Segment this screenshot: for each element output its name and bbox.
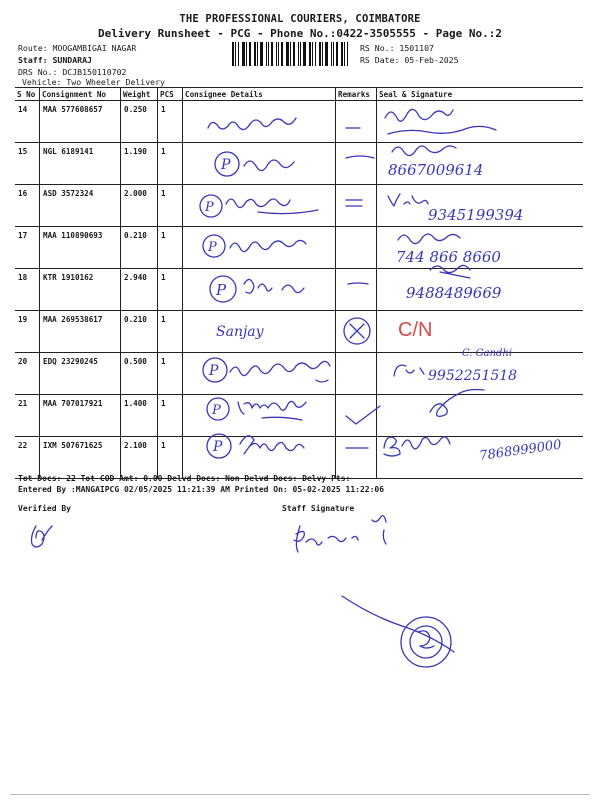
company-title: THE PROFESSIONAL COURIERS, COIMBATORE: [179, 13, 421, 25]
cell-consignee: [183, 101, 336, 143]
cell-pcs: 1: [158, 395, 183, 437]
cell-weight: 0.210: [121, 227, 158, 269]
barcode-bar: [266, 42, 267, 66]
barcode-bar: [341, 42, 343, 66]
phone-r22: 7868999000: [478, 437, 563, 464]
cell-consignee: [183, 353, 336, 395]
barcode-bar: [319, 42, 321, 66]
round-stamp-inner: [410, 626, 442, 658]
phone-r20: 9952251518: [428, 368, 518, 384]
cell-signature: [377, 185, 584, 227]
col-remarks: Remarks: [336, 88, 377, 101]
cell-remarks: [336, 227, 377, 269]
cell-remarks: [336, 185, 377, 227]
barcode-bar: [276, 42, 277, 66]
staff-signature-label: Staff Signature: [282, 504, 355, 513]
cell-consignment: MAA 707017921: [40, 395, 121, 437]
table-row: [15, 311, 583, 353]
cell-sno: 15: [15, 143, 40, 185]
stamp-p-letter: P: [216, 281, 227, 299]
cell-sno: 19: [15, 311, 40, 353]
barcode-bar: [268, 42, 269, 66]
col-consignee: Consignee Details: [183, 88, 336, 101]
verified-signature: [32, 526, 53, 547]
cell-signature: [377, 395, 584, 437]
barcode-bar: [257, 42, 258, 66]
barcode-bar: [260, 42, 263, 66]
cell-weight: 0.250: [121, 101, 158, 143]
barcode-bar: [271, 42, 273, 66]
stamp-p-letter: P: [221, 157, 231, 173]
cell-remarks: [336, 395, 377, 437]
cell-pcs: 1: [158, 101, 183, 143]
barcode-bar: [322, 42, 323, 66]
barcode-bar: [298, 42, 299, 66]
barcode-bar: [309, 42, 311, 66]
cell-remarks: [336, 143, 377, 185]
cell-remarks: [336, 311, 377, 353]
cell-pcs: 1: [158, 311, 183, 353]
barcode-bar: [242, 42, 245, 66]
col-weight: Weight: [121, 88, 158, 101]
cell-consignment: NGL 6189141: [40, 143, 121, 185]
barcode-bar: [235, 42, 236, 66]
cell-consignee: [183, 311, 336, 353]
cell-remarks: [336, 353, 377, 395]
barcode-bar: [347, 42, 348, 66]
cell-sno: 17: [15, 227, 40, 269]
rs-number: RS No.: 1501107: [360, 43, 434, 53]
cell-remarks: [336, 101, 377, 143]
cell-consignee: [183, 185, 336, 227]
route-label: Route: MOOGAMBIGAI NAGAR: [18, 43, 137, 53]
col-sno: S No: [15, 88, 40, 101]
col-consignment: Consignment No: [40, 88, 121, 101]
table-row: [15, 395, 583, 437]
cell-consignment: KTR 1910162: [40, 269, 121, 311]
barcode-bar: [286, 42, 289, 66]
cell-signature: [377, 227, 584, 269]
col-pcs: PCS: [158, 88, 183, 101]
barcode-bar: [303, 42, 306, 66]
name-r19: Sanjay: [216, 324, 264, 340]
stamp-p-letter: P: [205, 200, 214, 215]
stamp-p-letter: P: [208, 240, 217, 255]
cell-weight: 0.210: [121, 311, 158, 353]
cell-consignee: [183, 269, 336, 311]
cell-remarks: [336, 437, 377, 479]
barcode-bar: [278, 42, 279, 66]
cell-signature: [377, 311, 584, 353]
table-row: [15, 101, 583, 143]
cell-consignment: MAA 577608657: [40, 101, 121, 143]
cell-consignee: [183, 143, 336, 185]
barcode-bar: [232, 42, 234, 66]
cell-signature: [377, 269, 584, 311]
cell-consignment: MAA 110890693: [40, 227, 121, 269]
barcode-bar: [300, 42, 301, 66]
cell-consignment: ASD 3572324: [40, 185, 121, 227]
cell-signature: [377, 437, 584, 479]
cell-sno: 14: [15, 101, 40, 143]
col-seal-signature: Seal & Signature: [377, 88, 584, 101]
phone-r15: 8667009614: [388, 161, 484, 179]
cell-consignee: [183, 437, 336, 479]
cell-pcs: 1: [158, 353, 183, 395]
remark-r19: C/N: [398, 319, 433, 341]
table-row: [15, 269, 583, 311]
barcode-bar: [333, 42, 334, 66]
barcode-bar: [238, 42, 239, 66]
cell-pcs: 1: [158, 143, 183, 185]
barcode: [232, 42, 352, 66]
rs-date: RS Date: 05-Feb-2025: [360, 55, 459, 65]
barcode-bar: [254, 42, 256, 66]
cell-pcs: 1: [158, 185, 183, 227]
totals-line: Tot Docs: 22 Tot COD Amt: 0.00 Delvd Docs: Non Delvd Docs: Delvy Pts:: [18, 474, 351, 483]
cell-sno: 16: [15, 185, 40, 227]
barcode-bar: [246, 42, 247, 66]
staff-label: Staff: SUNDARAJ: [18, 55, 92, 65]
cell-sno: 21: [15, 395, 40, 437]
entered-by-line: Entered By :MANGAIPCG 02/05/2025 11:21:39 AM Printed On: 05-02-2025 11:22:06: [18, 485, 385, 494]
cell-consignee: [183, 395, 336, 437]
cell-weight: 2.940: [121, 269, 158, 311]
cell-consignment: MAA 269538617: [40, 311, 121, 353]
table-header-row: [15, 88, 583, 101]
stamp-p-letter: P: [209, 363, 219, 379]
cell-remarks: [336, 269, 377, 311]
cell-weight: 1.190: [121, 143, 158, 185]
stamp-p-letter: P: [213, 439, 223, 455]
runsheet-table: [15, 87, 583, 479]
cell-pcs: 1: [158, 437, 183, 479]
runsheet-subtitle: Delivery Runsheet - PCG - Phone No.:0422-3505555 - Page No.:2: [98, 27, 502, 40]
phone-r16: 9345199394: [428, 206, 524, 224]
cell-consignee: [183, 227, 336, 269]
cell-sno: 20: [15, 353, 40, 395]
cell-weight: 0.500: [121, 353, 158, 395]
drs-label: DRS No.: DCJB150110702: [18, 67, 127, 77]
cell-pcs: 1: [158, 269, 183, 311]
verified-by-label: Verified By: [18, 504, 71, 513]
barcode-bar: [344, 42, 345, 66]
page-bottom-rule: [10, 794, 590, 795]
table-row: [15, 437, 583, 479]
stamp-p-letter: P: [212, 403, 221, 418]
round-stamp-mark: [418, 631, 434, 648]
table-row: [15, 353, 583, 395]
phone-r18: 9488489669: [406, 284, 502, 302]
cell-signature: [377, 101, 584, 143]
cell-signature: [377, 143, 584, 185]
round-stamp: [401, 617, 451, 667]
name-r20: C. Gandhi: [462, 348, 513, 359]
barcode-bar: [312, 42, 313, 66]
table-row: [15, 185, 583, 227]
cell-consignment: EDQ 23290245: [40, 353, 121, 395]
barcode-bar: [290, 42, 291, 66]
cell-consignment: IXM 507671625: [40, 437, 121, 479]
cell-weight: 2.000: [121, 185, 158, 227]
barcode-bar: [249, 42, 251, 66]
barcode-bar: [293, 42, 295, 66]
cell-sno: 22: [15, 437, 40, 479]
barcode-bar: [281, 42, 283, 66]
barcode-bar: [331, 42, 332, 66]
cell-pcs: 1: [158, 227, 183, 269]
phone-r17: 744 866 8660: [396, 248, 501, 266]
cell-signature: [377, 353, 584, 395]
cell-weight: 2.100: [121, 437, 158, 479]
round-stamp-swoosh: [342, 596, 454, 652]
staff-signature: [294, 516, 386, 552]
table-row: [15, 227, 583, 269]
vehicle-label: Vehicle: Two Wheeler Delivery: [22, 77, 165, 87]
cell-sno: 18: [15, 269, 40, 311]
barcode-bar: [336, 42, 338, 66]
barcode-bar: [325, 42, 328, 66]
table-row: [15, 143, 583, 185]
barcode-bar: [315, 42, 316, 66]
cell-weight: 1.400: [121, 395, 158, 437]
